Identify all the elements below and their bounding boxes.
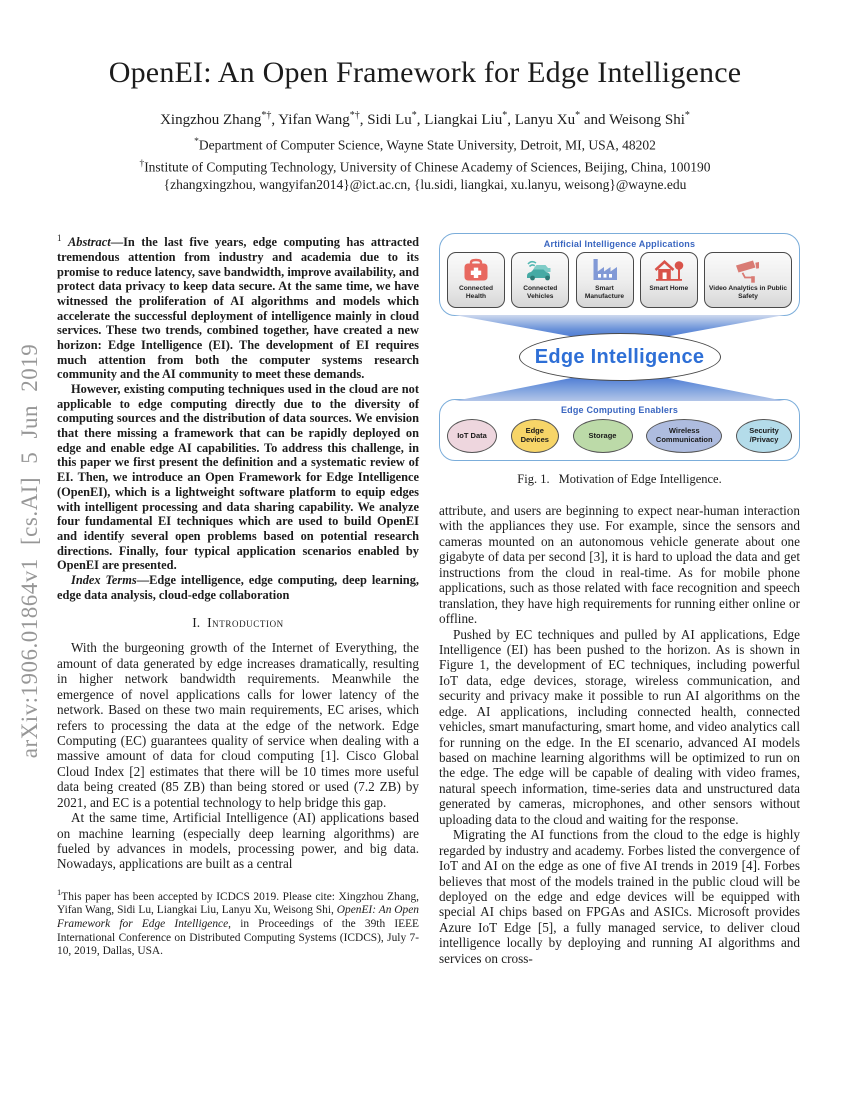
connected-cars-icon [524, 256, 556, 284]
app-card-connected-vehicles: Connected Vehicles [511, 252, 569, 308]
abstract-paragraph-1: $^1$ Abstract—In the last five years, edge computing has attracted tremendous attention from industry and academia due to its promise to reduce latency, save bandwidth, improve availability, and protect data privacy to keep data secure. At the same time, we have witnessed the proliferation of AI algorithms and models which accelerate the successful deployment of intelligence mainly in cloud services. These two trends, combined together, have created a new horizon: Edge Intelligence (EI). The development of EI requires much attention from both the computer systems research community and the AI community to meet these demands. [57, 233, 419, 382]
edge-enablers-box [439, 399, 800, 461]
author: Weisong Shi* [609, 110, 690, 128]
author: Sidi Lu*, [367, 110, 425, 128]
enabler-security-privacy: Security /Privacy [736, 419, 792, 453]
cctv-camera-icon [733, 256, 763, 284]
ai-applications-title: Artificial Intelligence Applications [543, 239, 696, 249]
paper-title: OpenEI: An Open Framework for Edge Intelligence [108, 56, 742, 89]
edge-intelligence-label: Edge Intelligence [534, 345, 705, 368]
right-paragraph-3: Migrating the AI functions from the cloud to the edge is highly regarded by industry and academy. Forbes listed the convergence of IoT and AI on the edge as one of five AI trends in 2019 [4]. Forbes believes that most of the models trained in the public cloud will be deployed on the edge and edge devices will be equipped with special AI chips based on FPGAs and ASICs. Microsoft provides Azure IoT Edge [5], a fully managed service, to deliver cloud intelligence locally by deploying and running AI algorithms and services on cross- [439, 827, 800, 966]
app-card-smart-manufacture: Smart Manufacture [576, 252, 634, 308]
enabler-wireless-communication: Wireless Communication [646, 419, 722, 453]
right-column [439, 233, 800, 966]
index-terms: Index Terms—Edge intelligence, edge computing, deep learning, edge data analysis, cloud-edge collaboration [57, 572, 419, 602]
author: Liangkai Liu*, [424, 110, 515, 128]
right-paragraph-2: Pushed by EC techniques and pulled by AI applications, Edge Intelligence (EI) has been pushed to the horizon. As is shown in Figure 1, the development of EC techniques, including powerful IoT data, edge devices, storage, wireless communication, and security and privacy make it possible to run AI algorithms on the edge. AI applications, including connected health, connected vehicles, smart manufacturing, smart home, and video analytics call for running on the edge. In the EI scenario, advanced AI models based on machine learning algorithms will be optimized to run on the edge. The edge will be capable of dealing with video frames, natural speech information, time-series data and unstructured data generated by cameras, microphones, and other sensors without uploading data to the cloud and waiting for the response. [439, 626, 800, 827]
house-tree-icon [654, 256, 684, 284]
affiliation-1: *Department of Computer Science, Wayne State University, Detroit, MI, USA, 48202 [194, 137, 656, 153]
arxiv-watermark: arXiv:1906.01864v1 [cs.AI] 5 Jun 2019 [17, 343, 42, 759]
abstract-paragraph-2: However, existing computing techniques used in the cloud are not applicable to edge computing directly due to the diversity of computing sources and the distribution of data sources. We envision that there missing a framework that can be rapidly deployed on edge and enable edge AI capabilities. To address this challenge, in this paper we first present the definition and a systematic review of EI. Then, we introduce an Open Framework for Edge Intelligence (OpenEI), which is a lightweight software platform to equip edges with intelligent processing and data sharing capability. We analyze four fundamental EI techniques which are used to build OpenEI and identify several open problems based on potential research directions. Finally, four typical application scenarios enabled by OpenEI are presented. [57, 382, 419, 573]
acceptance-footnote: $^1$This paper has been accepted by ICDCS 2019. Please cite: Xingzhou Zhang, Yifan Wang, Sidi Lu, Liangkai Liu, Lanyu Xu, Weisong Shi, OpenEI: An Open Framework for Edge Intelligence, in Proceedings of the 39th IEEE International Conference on Distributed Computing Systems (ICDCS), July 7-10, 2019, Dallas, USA. [57, 886, 419, 958]
app-card-connected-health: Connected Health [447, 252, 505, 308]
author: Yifan Wang*†, [278, 110, 368, 128]
left-column [57, 233, 419, 966]
email-line: {zhangxingzhou, wangyifan2014}@ict.ac.cn, {lu.sidi, liangkai, xu.lanyu, weisong}@wayne.edu [163, 177, 687, 192]
factory-icon [591, 256, 619, 284]
app-card-video-analytics: Video Analytics in Public Safety [704, 252, 792, 308]
enabler-edge-devices: Edge Devices [511, 419, 559, 453]
author: Xingzhou Zhang*†, [160, 110, 279, 128]
enabler-storage: Storage [573, 419, 633, 453]
medical-bag-icon [463, 256, 489, 284]
app-card-smart-home: Smart Home [640, 252, 698, 308]
enabler-iot-data: IoT Data [447, 419, 497, 453]
right-paragraph-1: attribute, and users are beginning to expect near-human interaction with the appliances they use. For example, since the sensors and cameras mounted on an autonomous vehicle generate about one gigabyte of data per second [3], it is hard to upload the data and get instructions from the cloud in real-time. As for mobile phone applications, such as those related with face recognition and speech translation, they have high requirements for running either online or offline. [439, 503, 800, 627]
author: Lanyu Xu* and [514, 110, 609, 128]
figure-1 [439, 233, 800, 461]
edge-intelligence-ellipse [519, 333, 721, 381]
author-line [0, 110, 850, 129]
figure-1-caption: Fig. 1. Motivation of Edge Intelligence. [517, 472, 722, 486]
edge-enablers-title: Edge Computing Enablers [560, 405, 679, 415]
intro-paragraph-2: At the same time, Artificial Intelligence (AI) applications based on machine learning (especially deep learning algorithms) are fueled by advances in models, processing power, and big data. Nowadays, applications are built as a central [57, 810, 419, 872]
affiliation-2: †Institute of Computing Technology, University of Chinese Academy of Sciences, Beijing, China, 100190 [139, 158, 711, 174]
section-heading-introduction: I. Introduction [192, 615, 284, 631]
intro-paragraph-1: With the burgeoning growth of the Internet of Everything, the amount of data generated by edge increases dramatically, resulting in higher network bandwidth requirements. Meanwhile the emergence of novel applications calls for lower latency of the network. Based on these two main requirements, EC arises, which refers to processing the data at the edge of the network. Edge Computing (EC) guarantees quality of service when dealing with a massive amount of data for cloud computing [1]. Cisco Global Cloud Index [2] estimates that there will be 10 times more useful data being created (85 ZB) than being stored or used (7.2 ZB) by 2021, and EC is a potential technology to help bridge this gap. [57, 640, 419, 810]
ai-applications-box [439, 233, 800, 316]
